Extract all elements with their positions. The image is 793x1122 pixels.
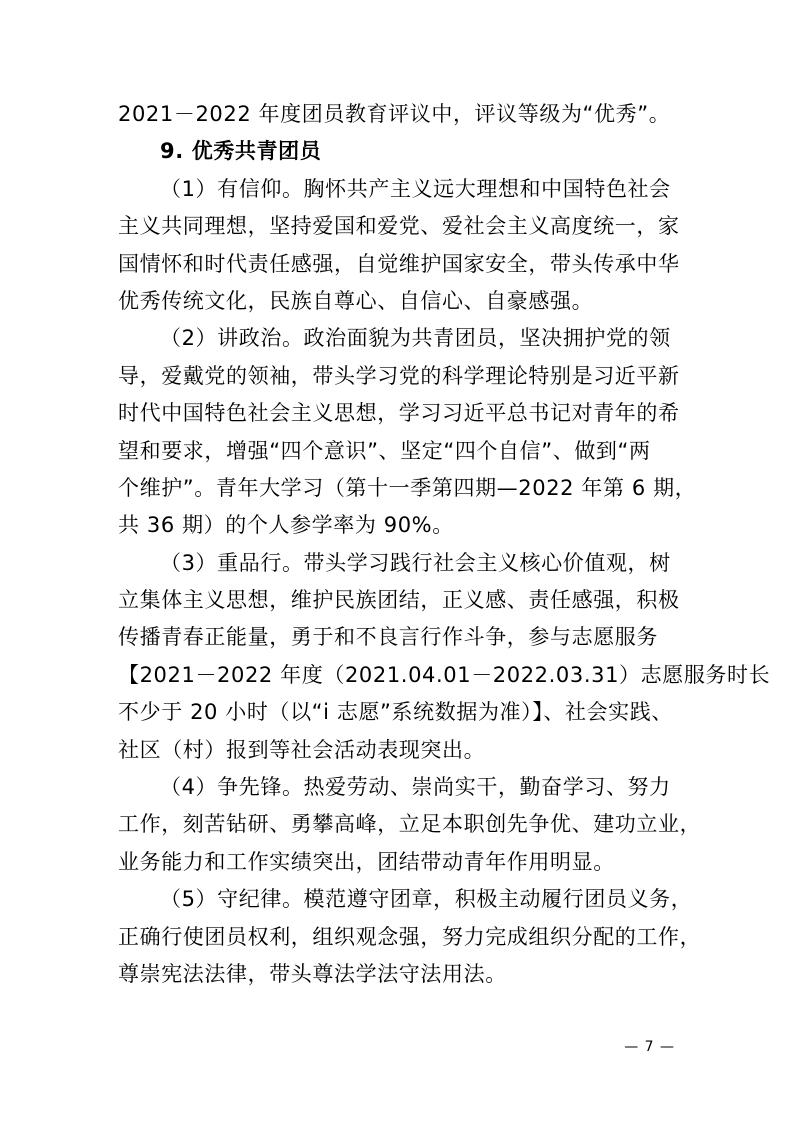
text-line: （3）重品行。带头学习践行社会主义核心价值观，树 (160, 550, 671, 575)
text-line: 主义共同理想，坚持爱国和爱党、爱社会主义高度统一，家 (118, 214, 680, 239)
text-line: （5）守纪律。模范遵守团章，积极主动履行团员义务， (160, 887, 693, 912)
body-text (118, 96, 771, 993)
text-line: 共 36 期）的个人参学率为 90%。 (118, 513, 454, 538)
text-line: 时代中国特色社会主义思想，学习习近平总书记对青年的希 (118, 401, 680, 426)
paragraph-intro-tail (118, 96, 693, 133)
text-line: 传播青春正能量，勇于和不良言行作斗争，参与志愿服务 (118, 625, 658, 650)
paragraph-item-2 (118, 320, 697, 544)
text-line: 工作，刻苦钻研、勇攀高峰，立足本职创先争优、建功立业， (118, 812, 702, 837)
text-line: 望和要求，增强“四个意识”、坚定“四个自信”、做到“两 (118, 438, 651, 463)
text-line: 国情怀和时代责任感强，自觉维护国家安全，带头传承中华 (118, 251, 680, 276)
text-line: 优秀传统文化，民族自尊心、自信心、自豪感强。 (118, 288, 594, 313)
text-line: 【2021－2022 年度（2021.04.01－2022.03.31）志愿服务时长 (118, 662, 771, 687)
text-line: 不少于 20 小时（以“i 志愿”系统数据为准）】、社会实践、 (118, 700, 673, 725)
paragraph-item-1 (118, 171, 693, 321)
text-line: 导，爱戴党的领袖，带头学习党的科学理论特别是习近平新 (118, 363, 680, 388)
text-line: 尊崇宪法法律，带头尊法学法守法用法。 (118, 961, 507, 986)
text-line: 个维护”。青年大学习（第十一季第四期—2022 年第 6 期， (118, 475, 697, 500)
text-line: 业务能力和工作实绩突出，团结带动青年作用明显。 (118, 849, 615, 874)
text-line: （1）有信仰。胸怀共产主义远大理想和中国特色社会 (160, 176, 671, 201)
text-line: （2）讲政治。政治面貌为共青团员，坚决拥护党的领 (160, 326, 671, 351)
paragraph-item-4 (118, 769, 702, 881)
heading-line: 9. 优秀共青团员 (160, 139, 322, 164)
text-line: 2021－2022 年度团员教育评议中，评议等级为“优秀”。 (118, 102, 671, 126)
text-line: （4）争先锋。热爱劳动、崇尚实干，勤奋学习、努力 (160, 775, 671, 800)
section-heading (118, 133, 693, 170)
text-line: 正确行使团员权利，组织观念强，努力完成组织分配的工作， (118, 924, 702, 949)
text-line: 社区（村）报到等社会活动表现突出。 (118, 737, 486, 762)
text-line: 立集体主义思想，维护民族团结，正义感、责任感强，积极 (118, 588, 680, 613)
page-number: — 7 — (624, 1039, 675, 1055)
paragraph-item-3 (118, 545, 771, 769)
paragraph-item-5 (118, 881, 702, 993)
